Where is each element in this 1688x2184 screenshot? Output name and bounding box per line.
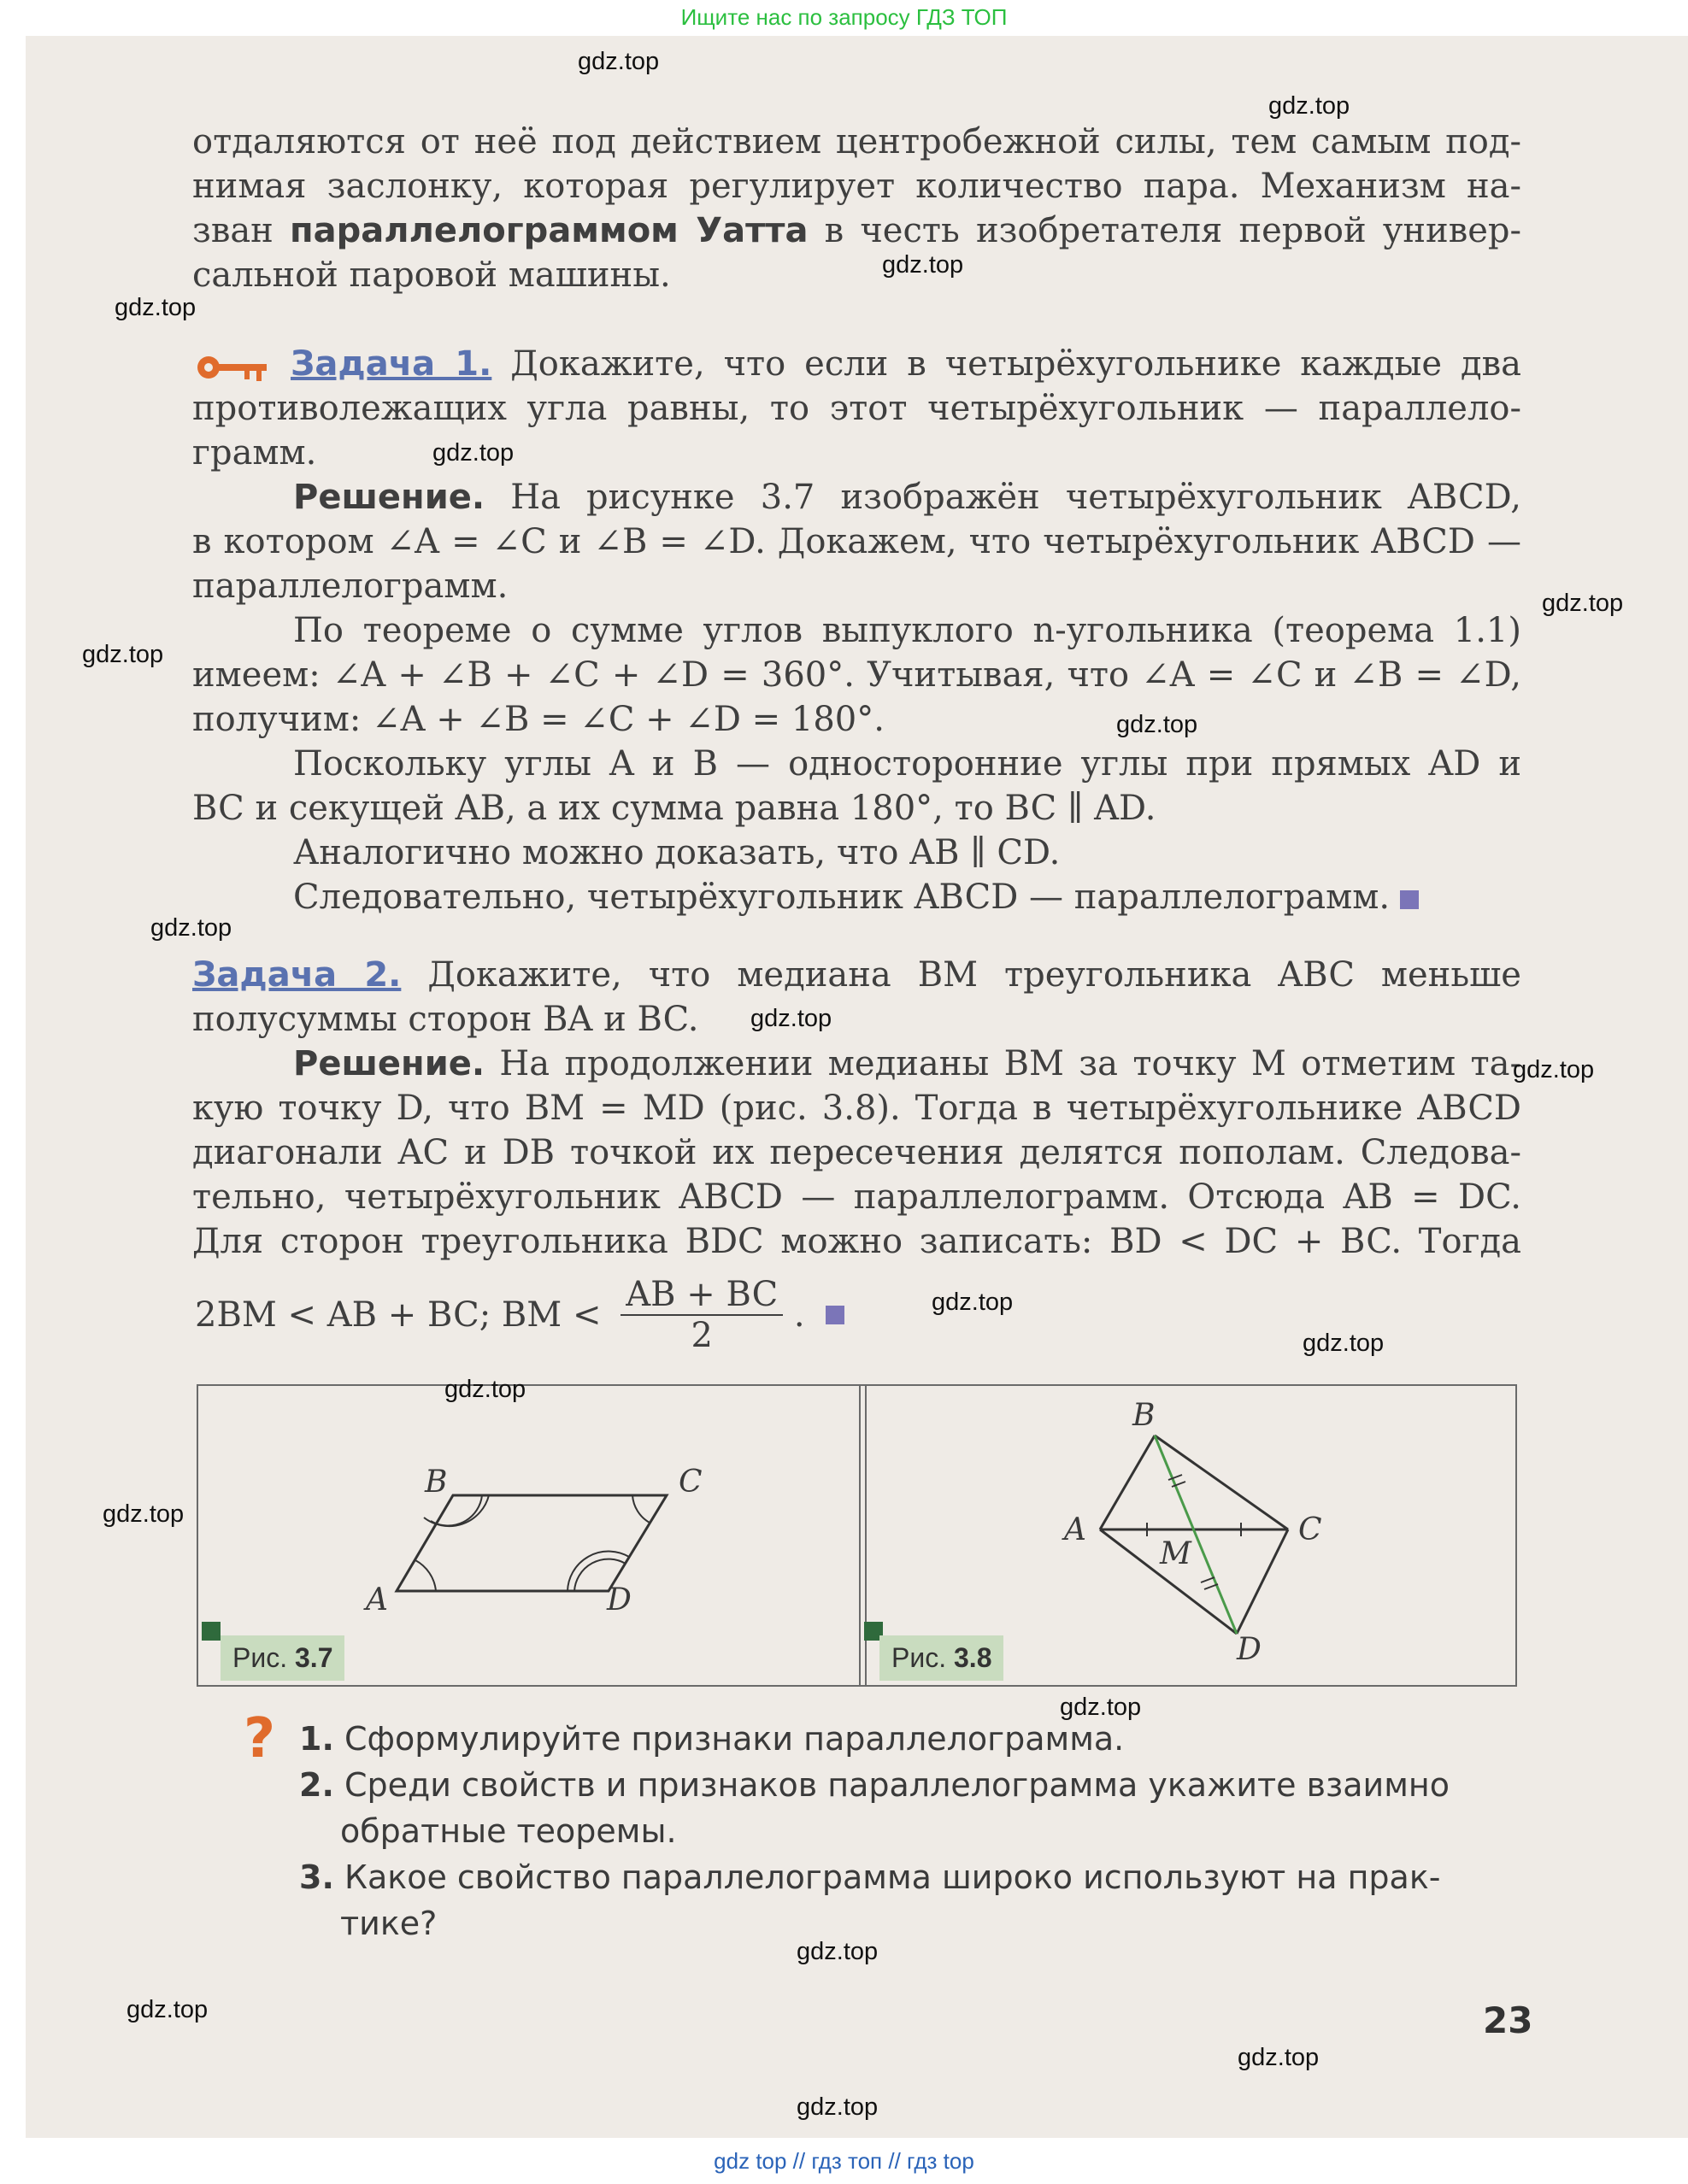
watermark: gdz.top: [797, 1938, 879, 1965]
task2-line-2: полусуммы сторон BA и BC.: [192, 1000, 699, 1039]
watermark: gdz.top: [1060, 1694, 1142, 1721]
bottom-banner[interactable]: gdz top // гдз топ // гдз top: [714, 2148, 974, 2174]
watermark: gdz.top: [1513, 1056, 1595, 1083]
task1-solution-2: в котором ∠A = ∠C и ∠B = ∠D. Докажем, что четырёхугольник ABCD —: [192, 522, 1521, 561]
task2-line-1: Задача 2. Докажите, что медиана BM треугольника ABC меньше: [192, 955, 1521, 995]
watermark: gdz.top: [1268, 92, 1350, 120]
task2-solution-2: кую точку D, что BM = MD (рис. 3.8). Тогда в четырёхугольнике ABCD: [192, 1089, 1521, 1128]
task1-p3-1: Поскольку углы A и B — односторонние углы при прямых AD и: [293, 744, 1521, 784]
watermark: gdz.top: [750, 1005, 832, 1032]
intro-paragraph: [192, 120, 1521, 297]
watermark: gdz.top: [578, 48, 660, 75]
end-of-proof-square: [1400, 890, 1419, 909]
task1-solution-3: параллелограмм.: [192, 567, 509, 606]
vertex-label-A: A: [1064, 1512, 1086, 1547]
watermark: gdz.top: [432, 439, 515, 467]
solution-label: Решение.: [293, 478, 485, 517]
task1-solution-1: Решение. На рисунке 3.7 изображён четырёхугольник ABCD,: [293, 478, 1521, 517]
watermark: gdz.top: [1238, 2044, 1320, 2071]
question-2: 2. Среди свойств и признаков параллелограмма укажите взаимно обратные теоремы.: [299, 1766, 1450, 1850]
figure-caption: Рис. 3.7: [221, 1635, 344, 1681]
task1-line-3: грамм.: [192, 433, 317, 473]
intro-line-2: нимая заслонку, которая регулирует количество пара. Механизм на-: [192, 167, 1521, 206]
watermark: gdz.top: [126, 1996, 209, 2023]
watermark: gdz.top: [150, 914, 232, 942]
task-1: [192, 342, 1521, 919]
watermark: gdz.top: [932, 1289, 1014, 1316]
watermark: gdz.top: [797, 2093, 879, 2121]
intro-line-4: сальной паровой машины.: [192, 255, 671, 295]
vertex-label-C: C: [1298, 1512, 1322, 1547]
formula-numerator: AB + BC: [621, 1275, 783, 1316]
vertex-label-A: A: [366, 1582, 388, 1617]
vertex-label-B: B: [425, 1465, 448, 1500]
watermark: gdz.top: [115, 294, 197, 321]
task2-label: Задача 2.: [192, 955, 402, 995]
task1-p2-1: По теореме о сумме углов выпуклого n-угольника (теорема 1.1): [293, 611, 1521, 650]
figure-3-8: [859, 1384, 1517, 1687]
figure-marker: [202, 1622, 221, 1641]
formula-denominator: 2: [691, 1316, 713, 1355]
end-of-proof-square: [826, 1306, 844, 1324]
formula: 2BM < AB + BC; BM < $\frac{AB + BC}{2}$ .: [195, 1275, 844, 1355]
task1-p4: Аналогично можно доказать, что AB ∥ CD.: [293, 833, 1061, 872]
watermark: gdz.top: [103, 1500, 185, 1528]
page-number: 23: [1483, 1999, 1533, 2041]
intro-line-1: отдаляются от неё под действием центробежной силы, тем самым под-: [192, 122, 1521, 161]
question-mark-icon: ?: [244, 1707, 276, 1770]
formula-fraction: [621, 1275, 783, 1355]
watt-term: параллелограммом Уатта: [290, 211, 809, 250]
task2-solution-1: Решение. На продолжении медианы BM за точку M отметим та-: [293, 1044, 1521, 1083]
question-1: 1. Сформулируйте признаки параллелограмма.: [299, 1720, 1125, 1758]
task1-p3-2: BC и секущей AB, а их сумма равна 180°, то BC ∥ AD.: [192, 789, 1156, 828]
task1-label: Задача 1.: [291, 344, 492, 384]
watermark: gdz.top: [1116, 711, 1198, 738]
top-banner[interactable]: Ищите нас по запросу ГДЗ ТОП: [680, 4, 1008, 30]
vertex-label-D: D: [1237, 1632, 1262, 1667]
task2-solution-5: Для сторон треугольника BDC можно записать: BD < DC + BC. Тогда: [192, 1222, 1521, 1261]
watermark: gdz.top: [1303, 1330, 1385, 1357]
vertex-label-B: B: [1132, 1398, 1156, 1433]
figure-caption: Рис. 3.8: [879, 1635, 1003, 1681]
solution-label: Решение.: [293, 1044, 485, 1083]
vertex-label-D: D: [607, 1582, 632, 1617]
task1-line-1: Задача 1. Докажите, что если в четырёхугольнике каждые два: [291, 344, 1521, 384]
task1-p2-2: имеем: ∠A + ∠B + ∠C + ∠D = 360°. Учитывая, что ∠A = ∠C и ∠B = ∠D,: [192, 655, 1521, 695]
figure-3-7: [197, 1384, 867, 1687]
vertex-label-M: M: [1160, 1536, 1191, 1571]
task2-solution-3: диагонали AC и DB точкой их пересечения делятся пополам. Следова-: [192, 1133, 1521, 1172]
intro-line-3: зван параллелограммом Уатта в честь изобретателя первой универ-: [192, 211, 1522, 250]
question-3: 3. Какое свойство параллелограмма широко используют на прак- тике?: [299, 1858, 1441, 1942]
vertex-label-C: C: [679, 1465, 703, 1500]
watermark: gdz.top: [444, 1376, 526, 1403]
task1-line-2: противолежащих угла равны, то этот четырёхугольник — параллело-: [192, 389, 1521, 428]
task-2: [192, 953, 1521, 1264]
watermark: gdz.top: [82, 641, 164, 668]
task1-p2-3: получим: ∠A + ∠B = ∠C + ∠D = 180°.: [192, 700, 885, 739]
watermark: gdz.top: [882, 251, 964, 279]
task2-solution-4: тельно, четырёхугольник ABCD — параллелограмм. Отсюда AB = DC.: [192, 1177, 1521, 1217]
formula-left: 2BM < AB + BC; BM <: [195, 1295, 602, 1335]
watermark: gdz.top: [1542, 590, 1624, 617]
task1-p5: Следовательно, четырёхугольник ABCD — параллелограмм.: [192, 875, 1521, 919]
